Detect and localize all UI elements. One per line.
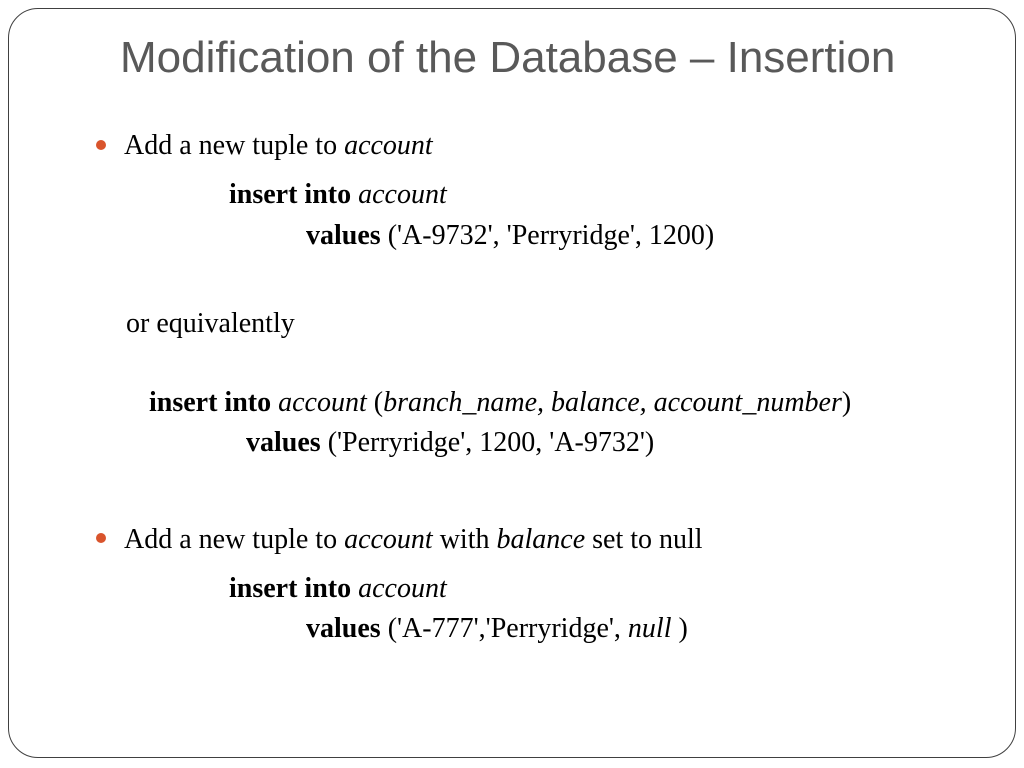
sql-3-line-1 (229, 571, 447, 607)
sql-values: ('A-777','Perryridge', (380, 613, 628, 644)
sql-paren-close: ) (671, 613, 688, 644)
sql-paren-close: ) (841, 387, 852, 418)
bullet-1-text (124, 128, 433, 164)
sql-keyword: values (246, 427, 321, 458)
sql-keyword: values (306, 220, 381, 251)
bullet-dot-1 (96, 140, 106, 150)
bullet-2-label: Add a new tuple to (124, 524, 345, 555)
sql-columns: branch_name, balance, account_number (383, 387, 842, 418)
sql-3-line-2 (306, 611, 688, 647)
sql-keyword: insert into (229, 573, 352, 604)
bullet-2-column: balance (496, 524, 586, 555)
bullet-2-tail: set to null (585, 524, 703, 555)
sql-keyword: values (306, 613, 381, 644)
bullet-2-with: with (432, 524, 497, 555)
sql-keyword: insert into (149, 387, 272, 418)
sql-table: account (278, 387, 367, 418)
bullet-2-text (124, 522, 703, 558)
sql-table: account (358, 573, 447, 604)
sql-values: ('Perryridge', 1200, 'A-9732') (320, 427, 655, 458)
bullet-1-label: Add a new tuple to (124, 130, 345, 161)
sql-table: account (358, 179, 447, 210)
sql-paren-open: ( (366, 387, 384, 418)
sql-2-line-1 (149, 385, 851, 421)
sql-1-line-1 (229, 177, 447, 213)
sql-2-line-2 (246, 425, 654, 461)
equivalently-text: or equivalently (126, 308, 295, 339)
bullet-dot-2 (96, 533, 106, 543)
sql-keyword: insert into (229, 179, 352, 210)
bullet-1-table: account (344, 130, 433, 161)
sql-values: ('A-9732', 'Perryridge', 1200) (380, 220, 715, 251)
bullet-2-table: account (344, 524, 433, 555)
sql-null: null (627, 613, 672, 644)
slide-title: Modification of the Database – Insertion (120, 33, 896, 82)
sql-1-line-2 (306, 218, 714, 254)
